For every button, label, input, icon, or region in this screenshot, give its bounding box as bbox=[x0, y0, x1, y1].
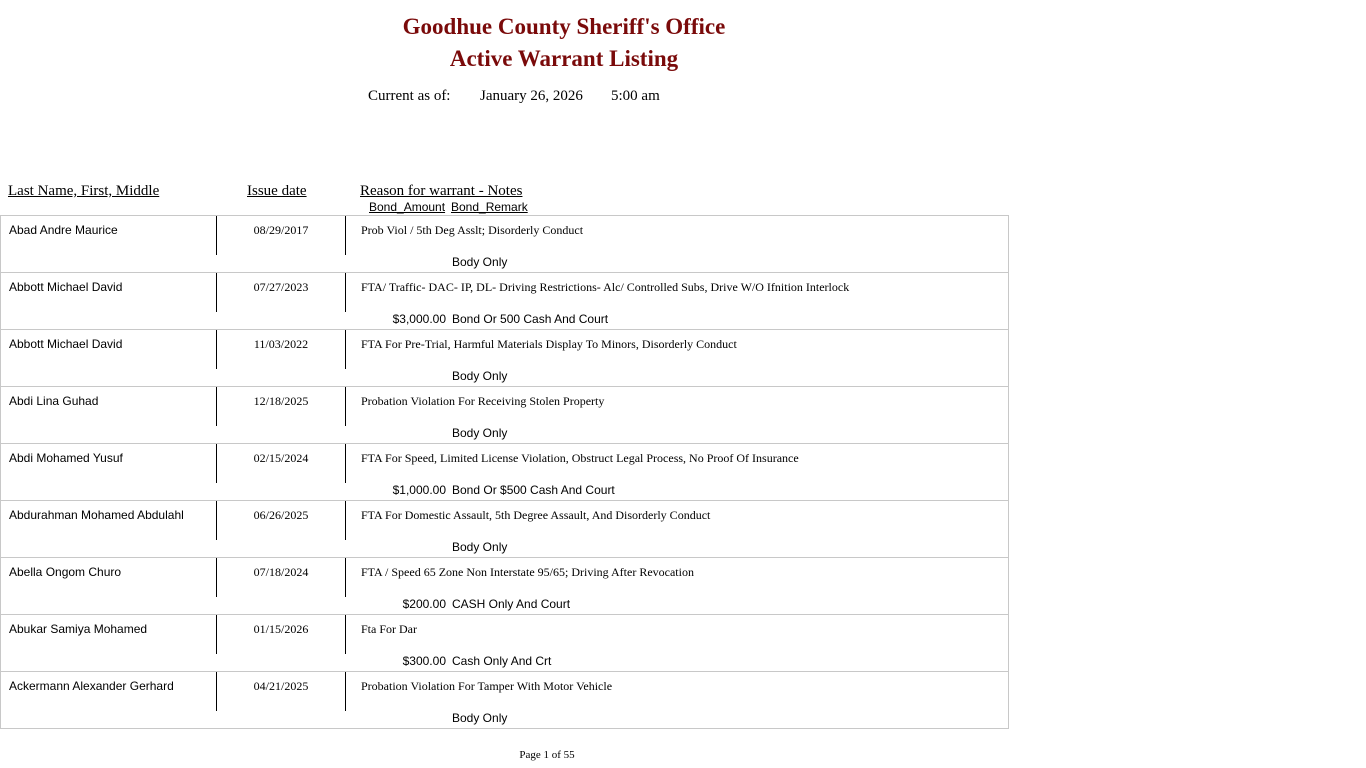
warrant-reason: FTA For Pre-Trial, Harmful Materials Display To Minors, Disorderly Conduct bbox=[361, 337, 737, 351]
column-header-name: Last Name, First, Middle bbox=[8, 183, 160, 199]
warrant-reason: FTA For Domestic Assault, 5th Degree Assault, And Disorderly Conduct bbox=[361, 508, 711, 522]
report-title: Goodhue County Sheriff's Office bbox=[402, 14, 726, 39]
column-divider bbox=[345, 672, 346, 711]
column-header-bond-remark: Bond_Remark bbox=[451, 200, 528, 214]
report-subtitle: Active Warrant Listing bbox=[449, 46, 679, 71]
warrant-reason: Prob Viol / 5th Deg Asslt; Disorderly Conduct bbox=[361, 223, 584, 237]
column-divider bbox=[345, 501, 346, 540]
page-indicator: Page 1 of 55 bbox=[519, 749, 575, 761]
warrant-issue-date: 07/18/2024 bbox=[253, 565, 309, 579]
warrant-row bbox=[0, 387, 1009, 444]
warrant-issue-date: 01/15/2026 bbox=[253, 622, 309, 636]
column-divider bbox=[345, 216, 346, 255]
warrant-row bbox=[0, 444, 1009, 501]
bond-amount: $300.00 bbox=[402, 654, 446, 668]
warrant-name: Abdi Mohamed Yusuf bbox=[9, 451, 123, 465]
warrant-issue-date: 08/29/2017 bbox=[253, 223, 309, 237]
bond-remark: Bond Or $500 Cash And Court bbox=[452, 483, 615, 497]
warrant-row bbox=[0, 215, 1009, 273]
warrant-row bbox=[0, 558, 1009, 615]
bond-remark: Body Only bbox=[452, 540, 508, 554]
bond-remark: Body Only bbox=[452, 255, 508, 269]
warrant-reason: FTA / Speed 65 Zone Non Interstate 95/65; Driving After Revocation bbox=[361, 565, 694, 579]
warrant-name: Abdurahman Mohamed Abdulahl bbox=[9, 508, 184, 522]
column-divider bbox=[345, 615, 346, 654]
bond-amount: $200.00 bbox=[402, 597, 446, 611]
warrant-issue-date: 11/03/2022 bbox=[253, 337, 309, 351]
warrant-issue-date: 02/15/2024 bbox=[253, 451, 309, 465]
warrant-row bbox=[0, 672, 1009, 729]
column-divider bbox=[345, 558, 346, 597]
warrant-reason: Probation Violation For Tamper With Motor Vehicle bbox=[361, 679, 613, 693]
bond-amount: $1,000.00 bbox=[392, 483, 446, 497]
warrant-row bbox=[0, 273, 1009, 330]
warrant-issue-date: 04/21/2025 bbox=[253, 679, 309, 693]
warrant-issue-date: 12/18/2025 bbox=[253, 394, 309, 408]
warrant-name: Abella Ongom Churo bbox=[9, 565, 122, 579]
bond-remark: Body Only bbox=[452, 426, 508, 440]
warrant-reason: Fta For Dar bbox=[361, 622, 417, 636]
column-header-issue-date: Issue date bbox=[247, 183, 307, 199]
bond-remark: Bond Or 500 Cash And Court bbox=[452, 312, 609, 326]
warrant-issue-date: 07/27/2023 bbox=[253, 280, 309, 294]
as-of-label: Current as of: bbox=[368, 88, 451, 104]
warrant-name: Abbott Michael David bbox=[9, 337, 123, 351]
as-of-date: January 26, 2026 bbox=[480, 88, 583, 104]
bond-remark: Cash Only And Crt bbox=[452, 654, 552, 668]
warrant-row bbox=[0, 615, 1009, 672]
warrant-table bbox=[0, 215, 1009, 729]
column-divider bbox=[345, 387, 346, 426]
column-header-bond-amount: Bond_Amount bbox=[369, 200, 446, 214]
bond-remark: Body Only bbox=[452, 711, 508, 725]
bond-amount: $3,000.00 bbox=[392, 312, 446, 326]
column-divider bbox=[345, 330, 346, 369]
warrant-name: Ackermann Alexander Gerhard bbox=[9, 679, 174, 693]
column-divider bbox=[345, 273, 346, 312]
warrant-name: Abukar Samiya Mohamed bbox=[9, 622, 148, 636]
bond-remark: CASH Only And Court bbox=[452, 597, 571, 611]
warrant-reason: FTA/ Traffic- DAC- IP, DL- Driving Restrictions- Alc/ Controlled Subs, Drive W/O Ifnition Interlock bbox=[361, 280, 850, 294]
warrant-name: Abad Andre Maurice bbox=[9, 223, 118, 237]
warrant-name: Abbott Michael David bbox=[9, 280, 123, 294]
warrant-reason: FTA For Speed, Limited License Violation, Obstruct Legal Process, No Proof Of Insurance bbox=[361, 451, 799, 465]
warrant-name: Abdi Lina Guhad bbox=[9, 394, 99, 408]
warrant-issue-date: 06/26/2025 bbox=[253, 508, 309, 522]
bond-remark: Body Only bbox=[452, 369, 508, 383]
warrant-row bbox=[0, 501, 1009, 558]
warrant-row bbox=[0, 330, 1009, 387]
as-of-time: 5:00 am bbox=[611, 88, 660, 104]
column-divider bbox=[345, 444, 346, 483]
column-header-reason: Reason for warrant - Notes bbox=[360, 183, 523, 199]
warrant-reason: Probation Violation For Receiving Stolen Property bbox=[361, 394, 605, 408]
